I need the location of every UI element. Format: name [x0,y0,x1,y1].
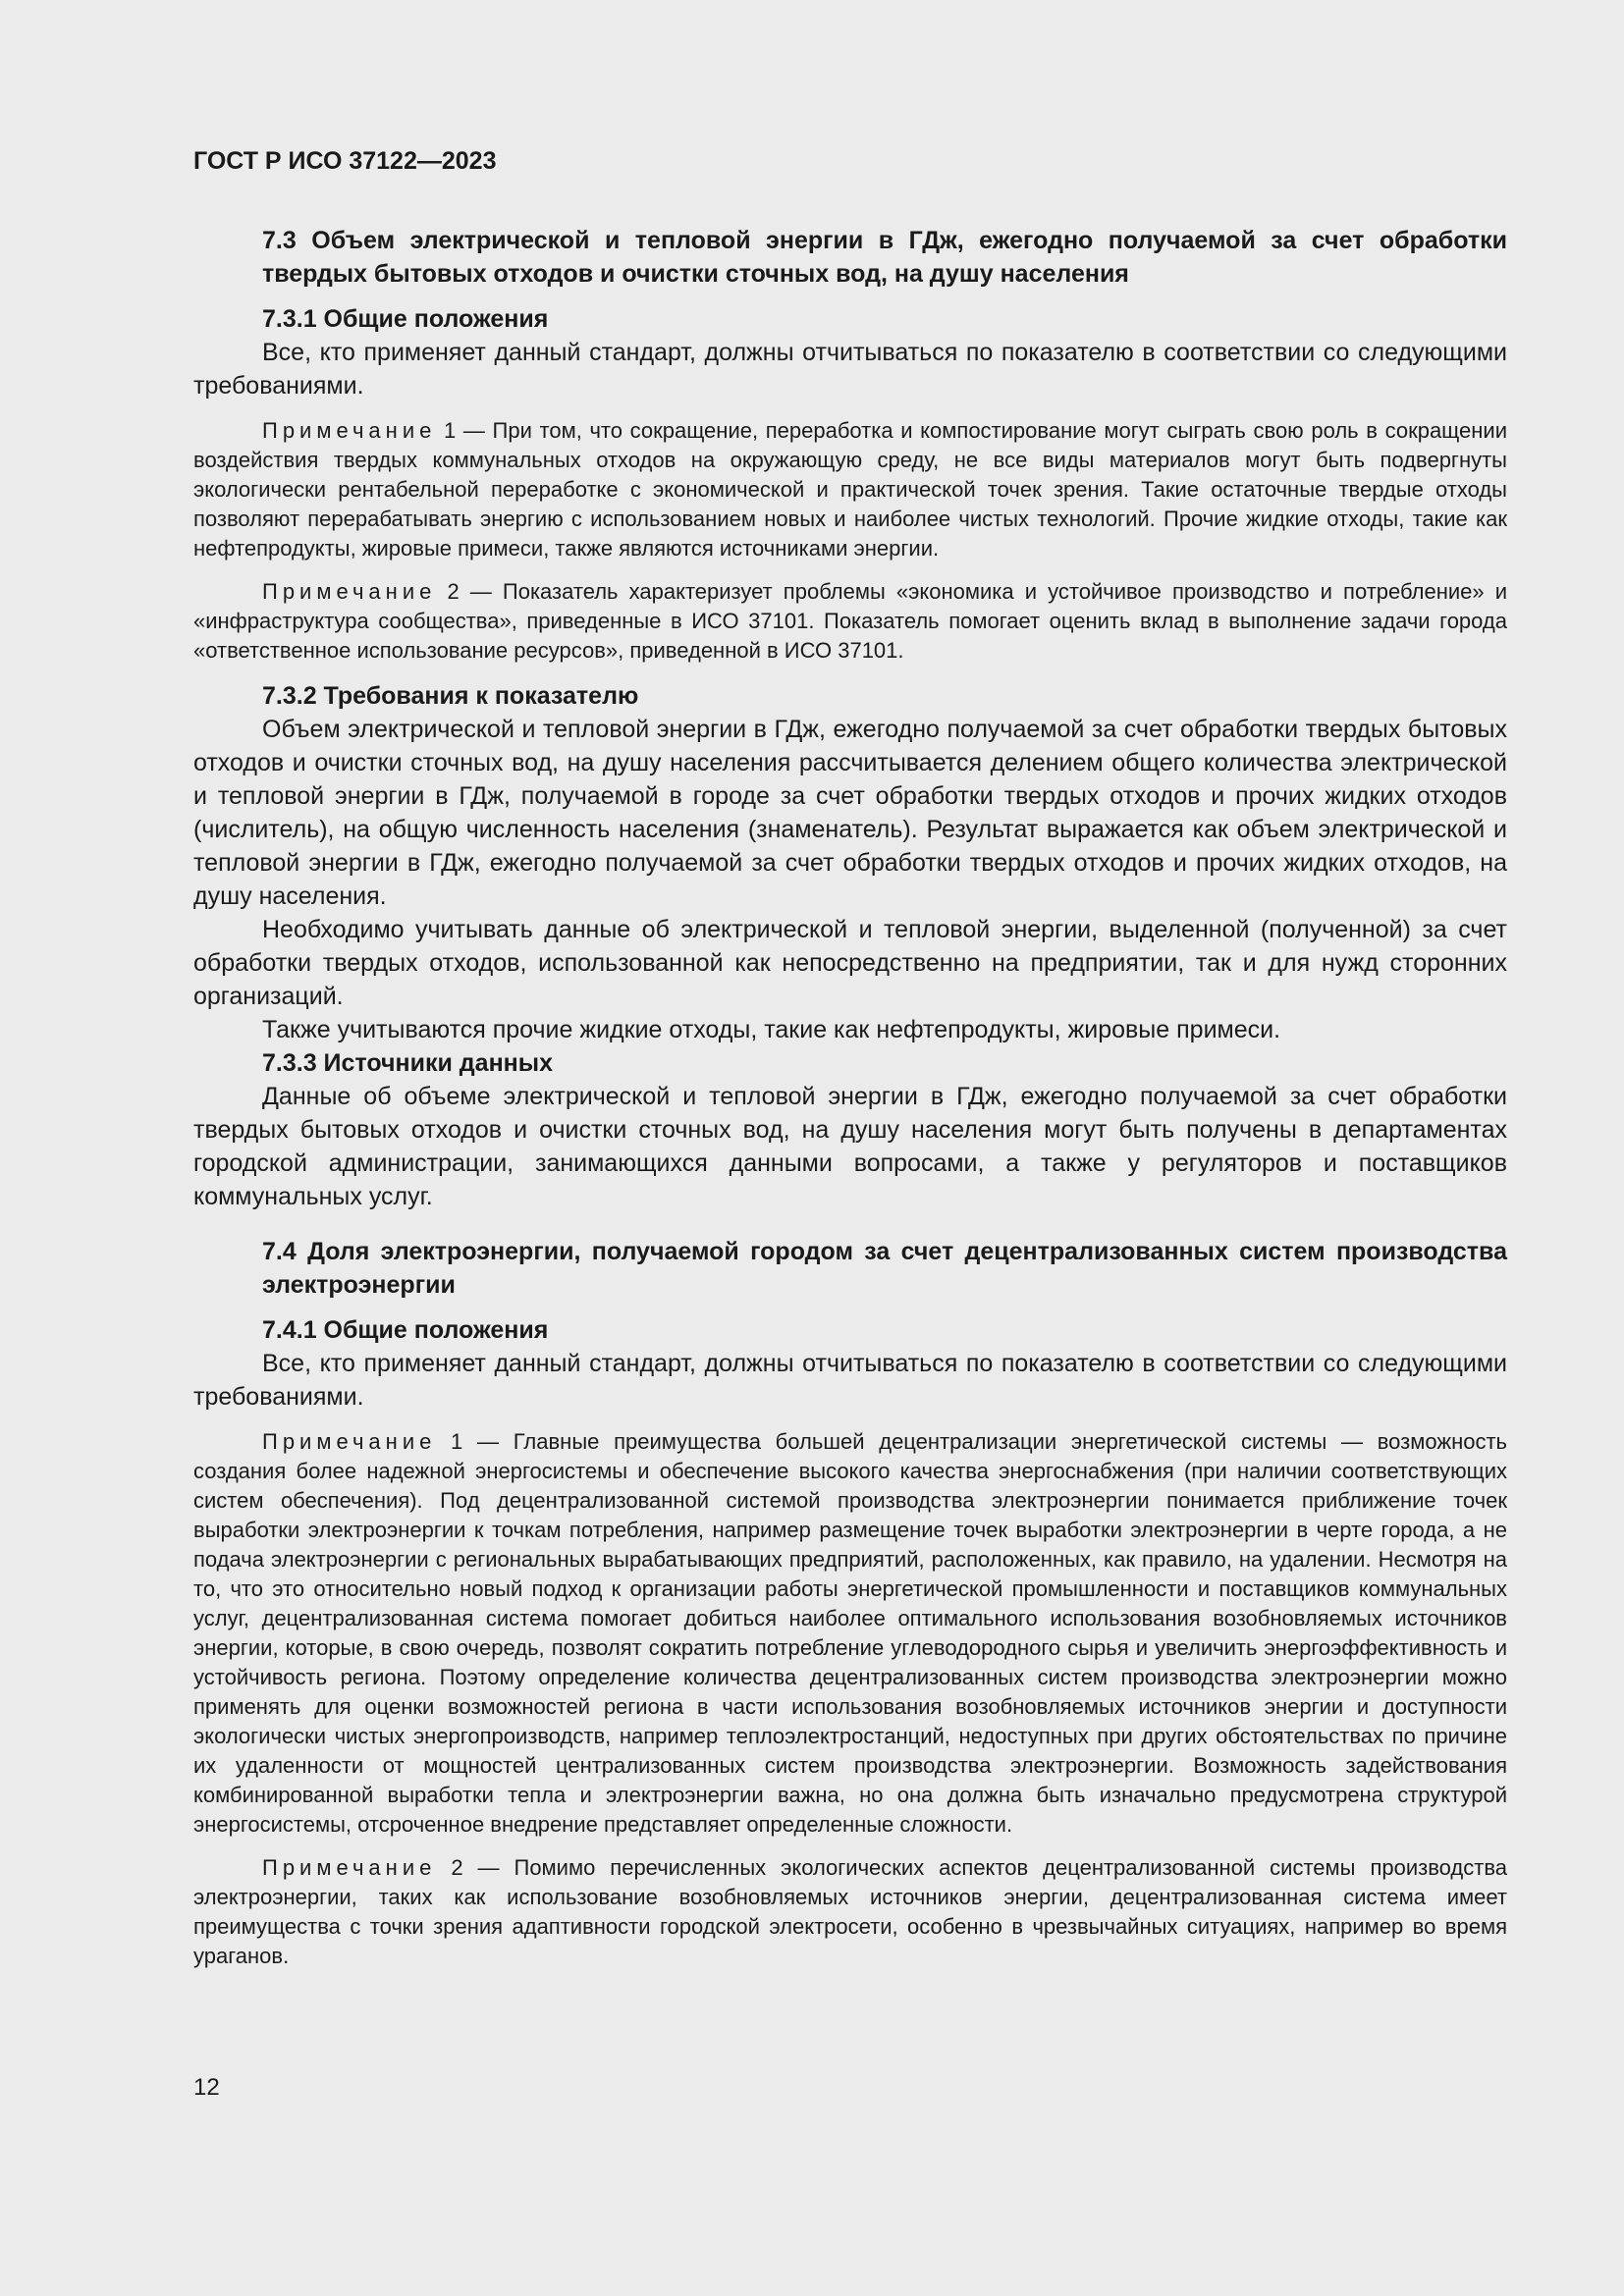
note-label: Примечание [262,418,437,443]
note-label: Примечание [262,1855,437,1880]
section-7-3-1-paragraph: Все, кто применяет данный стандарт, должны отчитываться по показателю в соответствии со следующими требованиями. [193,339,1507,400]
section-7-3-3-title: 7.3.3 Источники данных [262,1049,554,1077]
section-7-4-note-1 [193,1427,1507,1840]
note-text: 1 — При том, что сокращение, переработка и компостирование могут сыграть свою роль в сокращении воздействия твердых коммунальных отходов на окружающую среду, не все виды материалов могут быть подвергнуты экологически рентабельной переработке с экономической и практической точек зрения. Такие остаточные твердые отходы позволяют перерабатывать энергию с использованием новых и наиболее чистых технологий. Прочие жидкие отходы, такие как нефтепродукты, жировые примеси, также являются источниками энергии. [193,418,1507,561]
note-text: 2 — Помимо перечисленных экологических аспектов децентрализованной системы производства электроэнергии, таких как использование возобновляемых источников энергии, децентрализованная система имеет преимущества с точки зрения адаптивности городской электросети, особенно в чрезвычайных ситуациях, например во время ураганов. [193,1855,1507,1968]
note-label: Примечание [262,1429,437,1454]
section-7-3-note-2 [193,577,1507,666]
note-label: Примечание [262,579,437,604]
page-number: 12 [193,2074,220,2101]
section-7-3-title: 7.3 Объем электрической и тепловой энергии в ГДж, ежегодно получаемой за счет обработки твердых бытовых отходов и очистки сточных вод, на душу населения [262,227,1507,288]
document-header: ГОСТ Р ИСО 37122—2023 [193,147,497,175]
section-7-4-title: 7.4 Доля электроэнергии, получаемой городом за счет децентрализованных систем производства электроэнергии [262,1238,1507,1299]
note-text: 1 — Главные преимущества большей децентрализации энергетической системы — возможность создания более надежной энергосистемы и обеспечение высокого качества энергоснабжения (при наличии соответствующих систем обеспечения). Под децентрализованной системой производства электроэнергии понимается приближение точек выработки электроэнергии к точкам потребления, например размещение точек выработки электроэнергии в черте города, а не подача электроэнергии с региональных вырабатывающих предприятий, расположенных, как правило, на удалении. Несмотря на то, что это относительно новый подход к организации работы энергетической промышленности и поставщиков коммунальных услуг, децентрализованная система помогает добиться наиболее оптимального использования возобновляемых источников энергии, которые, в свою очередь, позволят сократить потребление углеводородного сырья и увеличить энергоэффективность и устойчивость региона. Поэтому определение количества децентрализованных систем производства электроэнергии можно применять для оценки возможностей региона в части использования возобновляемых источников энергии и доступности экологически чистых энергопроизводств, например теплоэлектростанций, недоступных при других обстоятельствах по причине их удаленности от мощностей централизованных систем производства электроэнергии. Возможность задействования комбинированной выработки тепла и электроэнергии важна, но она должна быть изначально предусмотрена структурой энергосистемы, отсроченное внедрение представляет определенные сложности. [193,1429,1507,1837]
section-7-3-2-title: 7.3.2 Требования к показателю [262,682,639,710]
page-content [193,224,1507,1971]
section-7-3-1-title: 7.3.1 Общие положения [262,305,549,333]
section-7-4-note-2 [193,1853,1507,1971]
section-7-3-2-paragraph-1: Объем электрической и тепловой энергии в ГДж, ежегодно получаемой за счет обработки твердых бытовых отходов и очистки сточных вод, на душу населения рассчитывается делением общего количества электрической и тепловой энергии в ГДж, получаемой в городе за счет обработки твердых отходов и прочих жидких отходов (числитель), на общую численность населения (знаменатель). Результат выражается как объем электрической и тепловой энергии в ГДж, ежегодно получаемой за счет обработки твердых отходов и прочих жидких отходов, на душу населения. [193,716,1507,910]
note-text: 2 — Показатель характеризует проблемы «экономика и устойчивое производство и потребление» и «инфраструктура сообщества», приведенные в ИСО 37101. Показатель помогает оценить вклад в выполнение задачи города «ответственное использование ресурсов», приведенной в ИСО 37101. [193,579,1507,663]
section-7-4-1-title: 7.4.1 Общие положения [262,1316,549,1344]
section-7-3-3-paragraph: Данные об объеме электрической и тепловой энергии в ГДж, ежегодно получаемой за счет обработки твердых бытовых отходов и очистки сточных вод, на душу населения могут быть получены в департаментах городской администрации, занимающихся данными вопросами, а также у регуляторов и поставщиков коммунальных услуг. [193,1083,1507,1210]
section-7-3-note-1 [193,416,1507,563]
section-7-4-1-paragraph: Все, кто применяет данный стандарт, должны отчитываться по показателю в соответствии со следующими требованиями. [193,1350,1507,1411]
section-7-3-2-paragraph-3: Также учитываются прочие жидкие отходы, такие как нефтепродукты, жировые примеси. [262,1016,1281,1043]
section-7-3-2-paragraph-2: Необходимо учитывать данные об электрической и тепловой энергии, выделенной (полученной) за счет обработки твердых отходов, использованной как непосредственно на предприятии, так и для нужд сторонних организаций. [193,916,1507,1010]
